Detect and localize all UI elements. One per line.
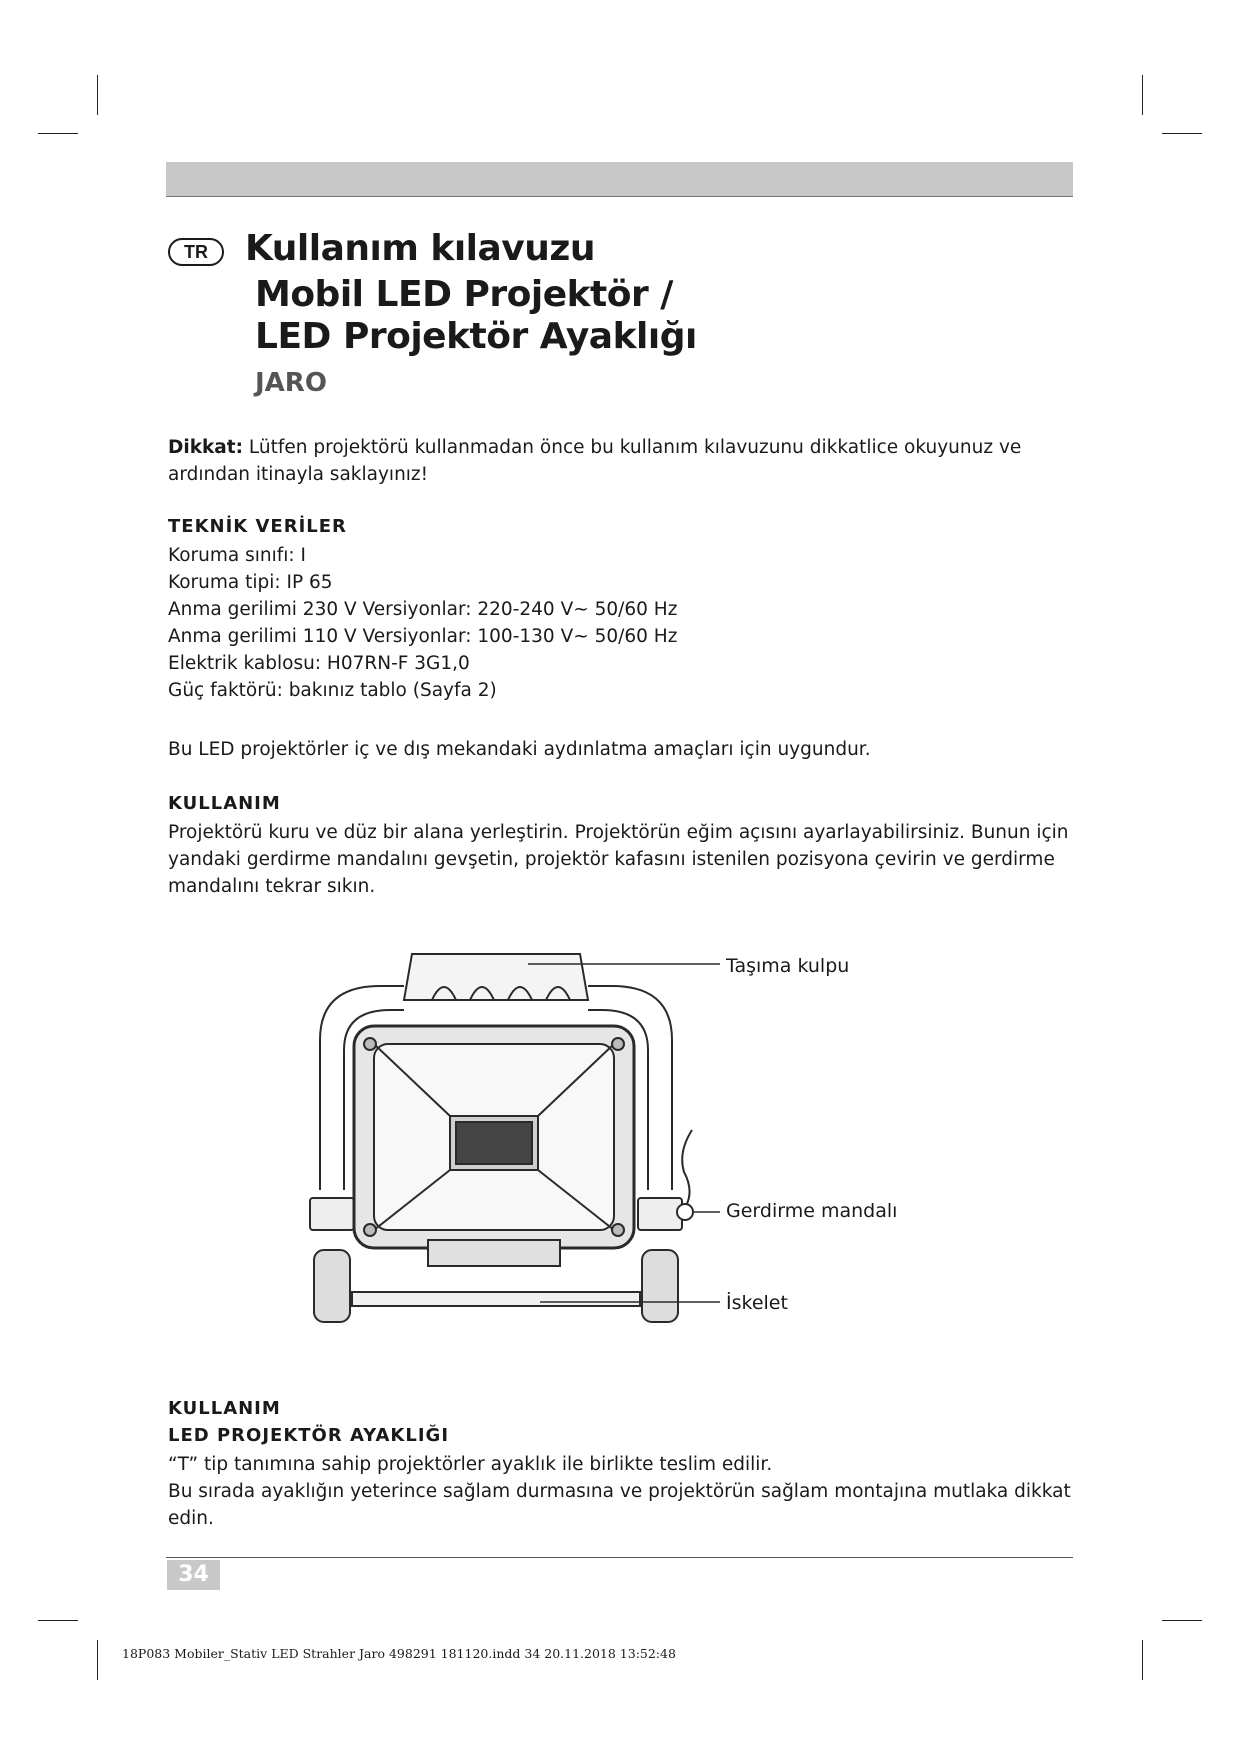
- crop-mark: [97, 75, 98, 115]
- model-name: JARO: [255, 368, 327, 398]
- callout-carry-handle: Taşıma kulpu: [726, 955, 850, 977]
- projector-diagram: [300, 940, 940, 1340]
- crop-mark: [1142, 1640, 1143, 1680]
- usage-line3: mandalını tekrar sıkın.: [168, 876, 376, 897]
- product-title-line2: LED Projektör Ayaklığı: [255, 316, 697, 357]
- warning-line1: Lütfen projektörü kullanmadan önce bu kullanım kılavuzunu dikkatlice okuyunuz ve: [243, 437, 1022, 458]
- spec-item: Elektrik kablosu: H07RN-F 3G1,0: [168, 653, 470, 674]
- usage-paragraph: [168, 819, 1069, 900]
- crop-mark: [38, 133, 78, 134]
- crop-mark: [1162, 1620, 1202, 1621]
- footer-rule: [166, 1557, 1073, 1558]
- spec-item: Koruma tipi: IP 65: [168, 572, 333, 593]
- callout-frame: İskelet: [726, 1292, 788, 1314]
- page-title: Kullanım kılavuzu: [245, 228, 595, 269]
- stand-heading: LED PROJEKTÖR AYAKLIĞI: [168, 1425, 450, 1446]
- spec-list: [168, 542, 677, 704]
- technical-heading: TEKNİK VERİLER: [168, 516, 347, 537]
- warning-paragraph: [168, 434, 1021, 488]
- crop-mark: [97, 1640, 98, 1680]
- usage-line2: yandaki gerdirme mandalını gevşetin, projektör kafasını istenilen pozisyona çevirin ve gerdirme: [168, 849, 1055, 870]
- usage-heading: KULLANIM: [168, 793, 281, 814]
- crop-mark: [1162, 133, 1202, 134]
- crop-mark: [38, 1620, 78, 1621]
- suitability-text: Bu LED projektörler iç ve dış mekandaki aydınlatma amaçları için uygundur.: [168, 739, 871, 760]
- callout-tension-lever: Gerdirme mandalı: [726, 1200, 898, 1222]
- spec-item: Anma gerilimi 110 V Versiyonlar: 100-130 V~ 50/60 Hz: [168, 626, 678, 647]
- projector-housing: [354, 1026, 634, 1266]
- spec-item: Güç faktörü: bakınız tablo (Sayfa 2): [168, 680, 497, 701]
- stand-paragraph: [168, 1451, 1071, 1532]
- print-slug: 18P083 Mobiler_Stativ LED Strahler Jaro 498291 181120.indd 34 20.11.2018 13:52:48: [122, 1646, 676, 1661]
- page-number: 34: [167, 1560, 220, 1590]
- header-bar: [166, 162, 1073, 197]
- usage-heading-2: KULLANIM: [168, 1398, 281, 1419]
- language-badge: TR: [168, 238, 224, 266]
- warning-line2: ardından itinayla saklayınız!: [168, 464, 429, 485]
- usage-line1: Projektörü kuru ve düz bir alana yerleştirin. Projektörün eğim açısını ayarlayabilirsiniz. Bunun için: [168, 822, 1069, 843]
- product-title-line1: Mobil LED Projektör /: [255, 274, 673, 315]
- carry-handle: [404, 954, 588, 1000]
- crop-mark: [1142, 75, 1143, 115]
- tension-lever: [677, 1130, 693, 1220]
- stand-line2: Bu sırada ayaklığın yeterince sağlam durmasına ve projektörün sağlam montajına mutlaka dikkat: [168, 1481, 1071, 1502]
- stand-line3: edin.: [168, 1508, 214, 1529]
- stand-line1: “T” tip tanımına sahip projektörler ayaklık ile birlikte teslim edilir.: [168, 1454, 773, 1475]
- warning-label: Dikkat:: [168, 437, 244, 458]
- spec-item: Anma gerilimi 230 V Versiyonlar: 220-240 V~ 50/60 Hz: [168, 599, 678, 620]
- spec-item: Koruma sınıfı: I: [168, 545, 306, 566]
